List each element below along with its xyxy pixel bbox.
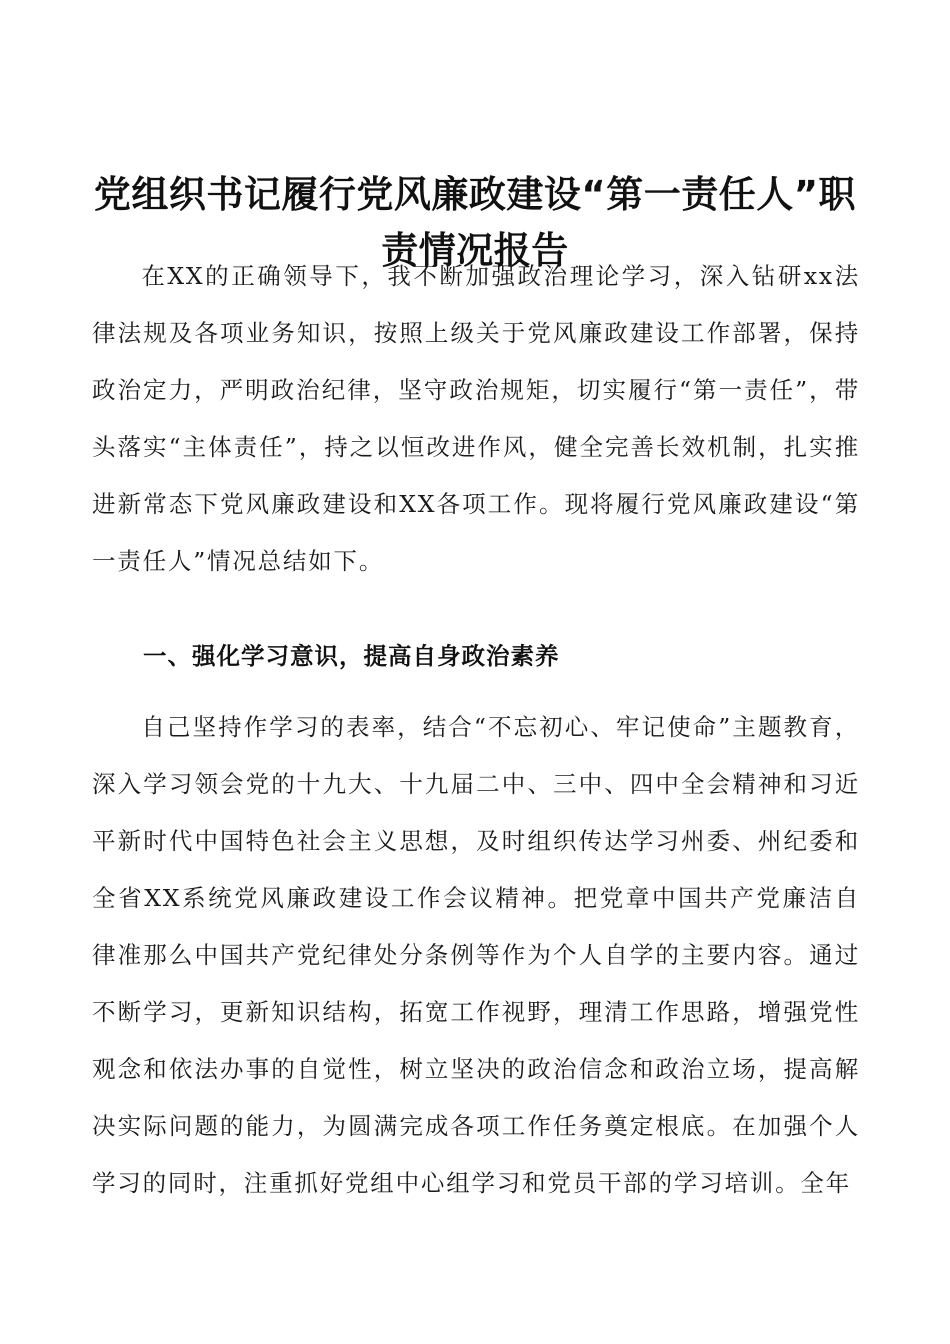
title-line-2: 责情况报告	[381, 228, 569, 272]
title-line-1: 党组织书记履行党风廉政建设“第一责任人”职	[93, 172, 857, 216]
section-heading: 一、强化学习意识，提高自身政治素养	[143, 642, 560, 670]
intro-paragraph: 在XX的正确领导下，我不断加强政治理论学习，深入钻研xx法律法规及各项业务知识，按照上级关于党风廉政建设工作部署，保持政治定力，严明政治纪律，坚守政治规矩，切实履行“第一责任”，带头落实“主体责任”，持之以恒改进作风，健全完善长效机制，扎实推进新常态下党风廉政建设和XX各项工作。现将履行党风廉政建设“第一责任人”情况总结如下。	[92, 262, 860, 575]
section-body-paragraph: 自己坚持作学习的表率，结合“不忘初心、牢记使命”主题教育，深入学习领会党的十九大、十九届二中、三中、四中全会精神和习近平新时代中国特色社会主义思想，及时组织传达学习州委、州纪委和全省XX系统党风廉政建设工作会议精神。把党章中国共产党廉洁自律准那么中国共产党纪律处分条例等作为个人自学的主要内容。通过不断学习，更新知识结构，拓宽工作视野，理清工作思路，增强党性观念和依法办事的自觉性，树立坚决的政治信念和政治立场，提高解决实际问题的能力，为圆满完成各项工作任务奠定根底。在加强个人学习的同时，注重抓好党组中心组学习和党员干部的学习培训。全年	[92, 713, 860, 1197]
